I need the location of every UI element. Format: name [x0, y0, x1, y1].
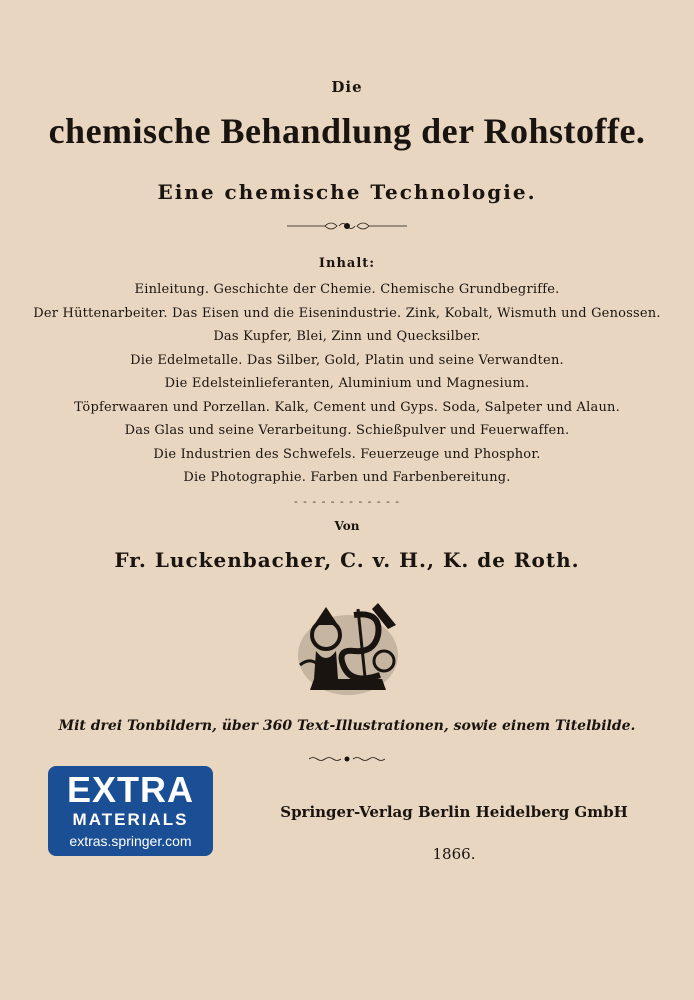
table-of-contents	[0, 278, 694, 490]
title-article: Die	[331, 78, 363, 96]
ornament-divider-small	[0, 750, 694, 764]
by-label: Von	[334, 519, 360, 533]
flourish-icon	[287, 218, 407, 234]
authors: Fr. Luckenbacher, C. v. H., K. de Roth.	[114, 548, 580, 572]
ornament-divider	[0, 218, 694, 238]
contents-line: Die Edelmetalle. Das Silber, Gold, Platin und seine Verwandten.	[130, 352, 564, 368]
contents-line: Das Kupfer, Blei, Zinn und Quecksilber.	[213, 329, 481, 344]
publication-year: 1866.	[432, 845, 476, 863]
contents-line: Die Photographie. Farben und Farbenbereitung.	[183, 470, 511, 485]
extra-materials-badge[interactable]	[48, 766, 213, 856]
book-title: chemische Behandlung der Rohstoffe.	[48, 111, 646, 151]
publisher: Springer-Verlag Berlin Heidelberg GmbH	[280, 803, 628, 821]
contents-line: Der Hüttenarbeiter. Das Eisen und die Eisenindustrie. Zink, Kobalt, Wismuth und Genossen.	[33, 305, 661, 321]
contents-line: Die Edelsteinlieferanten, Aluminium und Magnesium.	[164, 376, 530, 391]
dotted-rule: - - - - - - - - - - - -	[293, 495, 401, 508]
contents-line: Die Industrien des Schwefels. Feuerzeuge und Phosphor.	[153, 446, 541, 462]
illustrations-note: Mit drei Tonbildern, über 360 Text-Illustrationen, sowie einem Titelbilde.	[58, 718, 636, 734]
book-subtitle: Eine chemische Technologie.	[157, 180, 537, 204]
contents-label: Inhalt:	[318, 256, 376, 271]
contents-line: Das Glas und seine Verarbeitung. Schießpulver und Feuerwaffen.	[124, 423, 570, 438]
small-flourish-icon	[309, 753, 385, 765]
contents-line: Einleitung. Geschichte der Chemie. Chemische Grundbegriffe.	[134, 282, 560, 297]
badge-subtitle: MATERIALS	[72, 810, 189, 829]
emblem-illustration	[292, 595, 404, 700]
badge-title: EXTRA	[66, 769, 194, 810]
contents-line: Töpferwaaren und Porzellan. Kalk, Cement und Gyps. Soda, Salpeter und Alaun.	[74, 399, 620, 415]
badge-url[interactable]: extras.springer.com	[69, 833, 192, 849]
